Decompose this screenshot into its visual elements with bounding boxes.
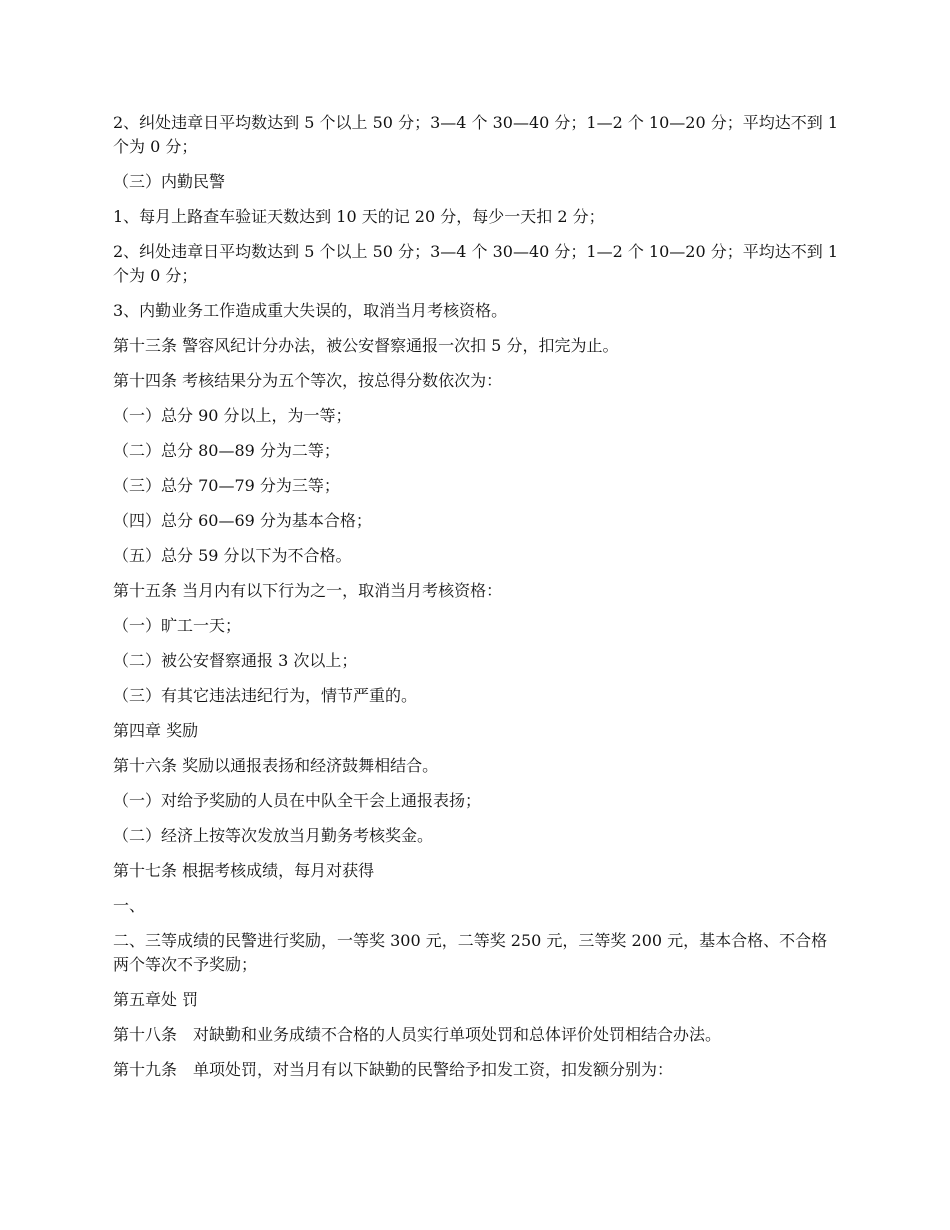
paragraph: 1、每月上路查车验证天数达到 10 天的记 20 分，每少一天扣 2 分；	[113, 207, 605, 226]
paragraph: （一）旷工一天；	[113, 616, 242, 635]
paragraph: 第十六条 奖励以通报表扬和经济鼓舞相结合。	[113, 756, 439, 775]
paragraph: 第十五条 当月内有以下行为之一，取消当月考核资格：	[113, 581, 503, 600]
paragraph: （二）被公安督察通报 3 次以上；	[113, 651, 358, 670]
paragraph: 一、	[113, 896, 146, 915]
paragraph: （二）经济上按等次发放当月勤务考核奖金。	[113, 826, 434, 845]
document-page	[113, 111, 844, 1093]
paragraph: 第十八条 对缺勤和业务成绩不合格的人员实行单项处罚和总体评价处罚相结合办法。	[113, 1025, 722, 1044]
paragraph: （三）有其它违法违纪行为，情节严重的。	[113, 686, 418, 705]
paragraph: 第十七条 根据考核成绩，每月对获得	[113, 861, 375, 880]
paragraph: （三）总分 70—79 分为三等；	[113, 476, 340, 495]
paragraph: 2、纠处违章日平均数达到 5 个以上 50 分；3—4 个 30—40 分；1—2 个 10—20 分；平均达不到 1 个为 0 分；	[113, 242, 844, 285]
paragraph: （三）内勤民警	[113, 172, 226, 191]
paragraph: （五）总分 59 分以下为不合格。	[113, 546, 352, 565]
paragraph: （一）对给予奖励的人员在中队全干会上通报表扬；	[113, 791, 482, 810]
paragraph: 2、纠处违章日平均数达到 5 个以上 50 分；3—4 个 30—40 分；1—2 个 10—20 分；平均达不到 1 个为 0 分；	[113, 113, 844, 156]
paragraph: 二、三等成绩的民警进行奖励，一等奖 300 元，二等奖 250 元，三等奖 200 元，基本合格、不合格两个等次不予奖励；	[113, 931, 828, 974]
chapter-heading: 第五章处 罚	[113, 990, 199, 1009]
paragraph: 3、内勤业务工作造成重大失误的，取消当月考核资格。	[113, 301, 508, 320]
paragraph: 第十九条 单项处罚，对当月有以下缺勤的民警给予扣发工资，扣发额分别为：	[113, 1060, 674, 1079]
paragraph: （二）总分 80—89 分为二等；	[113, 441, 340, 460]
paragraph: 第十三条 警容风纪计分办法，被公安督察通报一次扣 5 分，扣完为止。	[113, 336, 619, 355]
chapter-heading: 第四章 奖励	[113, 721, 199, 740]
paragraph: （四）总分 60—69 分为基本合格；	[113, 511, 372, 530]
paragraph: （一）总分 90 分以上，为一等；	[113, 406, 352, 425]
paragraph: 第十四条 考核结果分为五个等次，按总得分数依次为：	[113, 371, 503, 390]
